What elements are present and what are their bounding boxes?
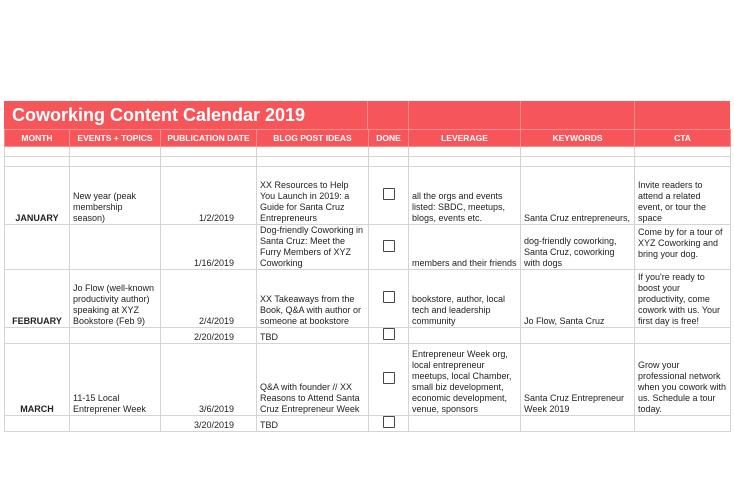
cta-cell[interactable]	[635, 328, 731, 344]
table-row	[5, 225, 731, 270]
events-cell[interactable]	[70, 328, 161, 344]
calendar-table	[4, 129, 731, 432]
done-checkbox[interactable]	[383, 240, 395, 252]
publication-date-cell[interactable]: 2/20/2019	[161, 328, 257, 344]
col-header-blog-post-ideas[interactable]: BLOG POST IDEAS	[257, 130, 369, 147]
publication-date-cell[interactable]: 2/4/2019	[161, 270, 257, 328]
blog-idea-cell[interactable]: XX Resources to Help You Launch in 2019: a Guide for Santa Cruz Entrepreneurs	[257, 167, 369, 225]
cta-cell[interactable]: Come by for a tour of XYZ Coworking and bring your dog.	[635, 225, 731, 270]
done-checkbox[interactable]	[383, 188, 395, 200]
done-cell[interactable]	[369, 225, 409, 270]
title-bar	[4, 101, 730, 129]
publication-date-cell[interactable]: 3/6/2019	[161, 344, 257, 416]
keywords-cell[interactable]	[521, 328, 635, 344]
done-cell[interactable]	[369, 328, 409, 344]
col-header-keywords[interactable]: KEYWORDS	[521, 130, 635, 147]
cta-cell[interactable]: Grow your professional network when you cowork with us. Schedule a tour today.	[635, 344, 731, 416]
done-cell[interactable]	[369, 416, 409, 432]
table-row	[5, 328, 731, 344]
done-cell[interactable]	[369, 270, 409, 328]
month-cell[interactable]	[5, 225, 70, 270]
month-cell[interactable]: JANUARY	[5, 167, 70, 225]
publication-date-cell[interactable]: 3/20/2019	[161, 416, 257, 432]
cta-cell[interactable]: Invite readers to attend a related event, or tour the space	[635, 167, 731, 225]
done-checkbox[interactable]	[383, 372, 395, 384]
cta-cell[interactable]: If you're ready to boost your productivity, come cowork with us. Your first day is free!	[635, 270, 731, 328]
month-cell[interactable]: MARCH	[5, 344, 70, 416]
col-header-events[interactable]: EVENTS + TOPICS	[70, 130, 161, 147]
done-checkbox[interactable]	[383, 291, 395, 303]
leverage-cell[interactable]: bookstore, author, local tech and leadership community	[409, 270, 521, 328]
month-cell[interactable]: FEBRUARY	[5, 270, 70, 328]
col-header-month[interactable]: MONTH	[5, 130, 70, 147]
table-row	[5, 344, 731, 416]
col-header-publication-date[interactable]: PUBLICATION DATE	[161, 130, 257, 147]
publication-date-cell[interactable]: 1/16/2019	[161, 225, 257, 270]
blog-idea-cell[interactable]: TBD	[257, 416, 369, 432]
events-cell[interactable]	[70, 416, 161, 432]
leverage-cell[interactable]	[409, 328, 521, 344]
table-row	[5, 270, 731, 328]
leverage-cell[interactable]: all the orgs and events listed: SBDC, meetups, blogs, events etc.	[409, 167, 521, 225]
blog-idea-cell[interactable]: TBD	[257, 328, 369, 344]
events-cell[interactable]: Jo Flow (well-known productivity author) speaking at XYZ Bookstore (Feb 9)	[70, 270, 161, 328]
blog-idea-cell[interactable]: Q&A with founder // XX Reasons to Attend Santa Cruz Entrepreneur Week	[257, 344, 369, 416]
cta-cell[interactable]	[635, 416, 731, 432]
keywords-cell[interactable]	[521, 416, 635, 432]
keywords-cell[interactable]: Santa Cruz entrepreneurs,	[521, 167, 635, 225]
done-checkbox[interactable]	[383, 416, 395, 428]
col-header-cta[interactable]: CTA	[635, 130, 731, 147]
keywords-cell[interactable]: dog-friendly coworking, Santa Cruz, coworking with dogs	[521, 225, 635, 270]
col-header-leverage[interactable]: LEVERAGE	[409, 130, 521, 147]
empty-row	[5, 147, 731, 157]
events-cell[interactable]: New year (peak membership season)	[70, 167, 161, 225]
done-cell[interactable]	[369, 344, 409, 416]
keywords-cell[interactable]: Jo Flow, Santa Cruz	[521, 270, 635, 328]
events-cell[interactable]: 11-15 Local Entreprener Week	[70, 344, 161, 416]
month-cell[interactable]	[5, 328, 70, 344]
table-row	[5, 167, 731, 225]
content-calendar-sheet	[4, 101, 730, 432]
empty-row	[5, 157, 731, 167]
done-checkbox[interactable]	[383, 328, 395, 340]
month-cell[interactable]	[5, 416, 70, 432]
sheet-title: Coworking Content Calendar 2019	[12, 105, 306, 125]
keywords-cell[interactable]: Santa Cruz Entrepreneur Week 2019	[521, 344, 635, 416]
publication-date-cell[interactable]: 1/2/2019	[161, 167, 257, 225]
events-cell[interactable]	[70, 225, 161, 270]
done-cell[interactable]	[369, 167, 409, 225]
blog-idea-cell[interactable]: Dog-friendly Coworking in Santa Cruz: Meet the Furry Members of XYZ Coworking	[257, 225, 369, 270]
leverage-cell[interactable]	[409, 416, 521, 432]
table-row	[5, 416, 731, 432]
col-header-done[interactable]: DONE	[369, 130, 409, 147]
leverage-cell[interactable]: members and their friends	[409, 225, 521, 270]
blog-idea-cell[interactable]: XX Takeaways from the Book, Q&A with author or someone at bookstore	[257, 270, 369, 328]
leverage-cell[interactable]: Entrepreneur Week org, local entrepreneur meetups, local Chamber, small biz development, economic development, venue, sponsors	[409, 344, 521, 416]
header-row	[5, 130, 731, 147]
